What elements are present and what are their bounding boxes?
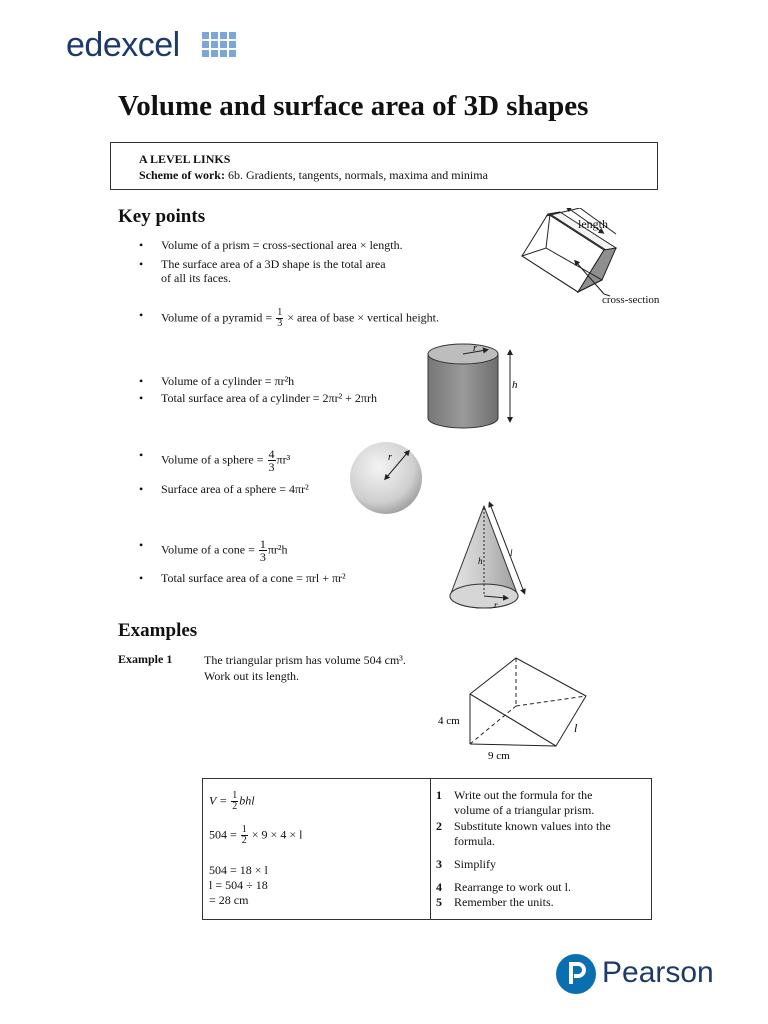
working-1-post: bhl [239,793,255,808]
one-third-fraction [276,308,283,329]
cone-vol-pre: Volume of a cone = [161,542,255,557]
step-3-number: 3 [436,857,442,871]
triangular-prism-diagram [430,652,600,764]
cylinder-diagram [420,342,530,432]
four-thirds-fraction [268,448,276,473]
working-lines-3-5 [209,863,268,908]
kp-surface-area-line1: The surface area of a 3D shape is the total area [161,257,386,271]
cone-l-label: l [510,548,513,558]
step-1-text: Write out the formula for the [454,788,593,802]
pearson-brand: Pearson [602,956,714,989]
scheme-label: Scheme of work: [139,168,225,182]
example-1-line1: The triangular prism has volume 504 cm³. [204,653,406,667]
kp-cone-volume [161,538,288,563]
working-line-2 [209,825,302,846]
pyramid-post: × area of base × vertical height. [287,310,440,325]
cylinder-r-label: r [473,343,477,354]
step-2-number: 2 [436,819,442,833]
step-2 [436,819,611,849]
cone-diagram [440,500,530,618]
example-1-label: Example 1 [118,652,173,666]
kp-cone-surface-area: • Total surface area of a cone = πrl + πr² [161,571,346,585]
kp-cylinder-volume: • Volume of a cylinder = πr²h [161,374,294,388]
cylinder-h-label: h [512,379,518,391]
step-4-number: 4 [436,880,442,894]
sphere-vol-pre: Volume of a sphere = [161,452,264,467]
example-1-line2: Work out its length. [204,669,300,683]
pearson-logo-icon [556,954,596,994]
step-3-text: Simplify [454,857,497,871]
working-3: 504 = 18 × l [209,863,268,877]
table-divider [430,779,431,919]
cross-section-label: cross-section [602,294,660,306]
frac-den: 3 [259,550,266,564]
kp-pyramid-volume [161,308,439,329]
example-1-working-table [202,778,652,920]
kp-surface-area-line2: of all its faces. [161,271,231,285]
cone-vol-post: πr²h [267,542,288,557]
kp-sphere-volume [161,448,290,473]
half-fraction [241,825,248,846]
step-2-text: Substitute known values into the [454,819,611,833]
examples-heading: Examples [118,620,198,641]
frac-num: 1 [232,790,238,801]
one-third-fraction [259,538,267,563]
cone-r-label: r [494,600,498,610]
logo-text: edexcel [66,26,180,64]
frac-num: 1 [259,537,266,551]
length-label: length [578,217,608,231]
working-1-pre: V = [209,793,228,808]
step-4-text: Rearrange to work out l. [454,880,571,894]
step-1-number: 1 [436,788,442,802]
frac-num: 4 [268,447,275,461]
frac-num: 1 [241,824,247,835]
example-1-question [204,652,406,684]
key-points-heading: Key points [118,206,206,227]
step-5-text: Remember the units. [454,895,554,909]
sphere-diagram [346,438,428,518]
nine-cm-label: 9 cm [488,750,510,762]
prism-diagram [470,208,680,308]
step-5 [436,895,554,910]
working-4: l = 504 ÷ 18 [209,878,268,892]
working-2-pre: 504 = [209,827,237,842]
sphere-r-label: r [388,452,392,463]
page-title: Volume and surface area of 3D shapes [118,90,589,122]
edexcel-logo [66,26,180,65]
step-4 [436,880,571,895]
links-heading: A LEVEL LINKS [139,152,231,166]
a-level-links-box [110,142,658,190]
working-5: = 28 cm [209,893,249,907]
working-2-post: × 9 × 4 × l [251,827,303,842]
half-fraction [231,791,238,812]
step-1 [436,788,594,818]
frac-den: 2 [241,835,247,846]
frac-den: 3 [268,460,275,474]
frac-den: 3 [277,318,283,329]
kp-surface-area [161,257,386,285]
frac-num: 1 [277,307,283,318]
kp-prism-volume: • Volume of a prism = cross-sectional area × length. [161,238,403,252]
step-3 [436,857,496,872]
step-1-text2: volume of a triangular prism. [454,803,595,817]
working-line-1 [209,791,255,812]
step-2-text2: formula. [454,834,495,848]
sphere-vol-post: πr³ [276,452,291,467]
kp-sphere-surface-area: • Surface area of a sphere = 4πr² [161,482,309,496]
frac-den: 2 [232,801,238,812]
kp-cylinder-surface-area: • Total surface area of a cylinder = 2πr² + 2πrh [161,391,377,405]
logo-grid-icon [202,32,236,57]
pyramid-pre: Volume of a pyramid = [161,310,273,325]
scheme-of-work [139,168,488,183]
four-cm-label: 4 cm [438,715,460,727]
l-label: l [574,721,578,735]
step-5-number: 5 [436,895,442,909]
cone-h-label: h [478,556,483,566]
scheme-value: 6b. Gradients, tangents, normals, maxima and minima [227,168,488,182]
